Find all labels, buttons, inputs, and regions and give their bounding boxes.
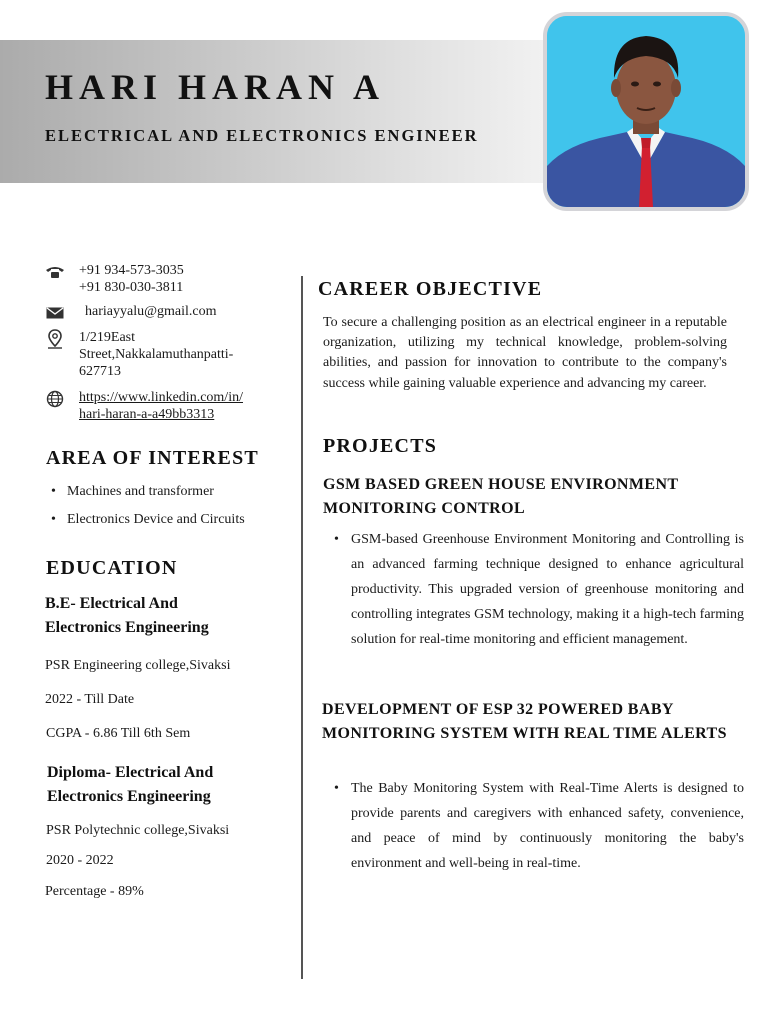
study-period: 2022 - Till Date <box>45 692 135 707</box>
grade: CGPA - 6.86 Till 6th Sem <box>46 726 191 741</box>
interests-heading: AREA OF INTEREST <box>46 447 259 469</box>
phone-number-primary[interactable]: +91 934-573-3035 <box>79 263 184 278</box>
linkedin-link[interactable] <box>79 389 243 406</box>
candidate-name: HARI HARAN A <box>45 67 386 107</box>
profile-photo <box>543 12 749 211</box>
bullet: • <box>334 532 339 547</box>
header-banner <box>0 40 560 183</box>
degree-title-line-2: Electronics Engineering <box>45 619 209 636</box>
interests-list <box>48 478 245 534</box>
column-divider <box>301 276 303 979</box>
projects-heading: PROJECTS <box>323 435 438 457</box>
objective-heading: CAREER OBJECTIVE <box>318 278 543 300</box>
objective-text: To secure a challenging position as an electrical engineer in a reputable organization, utilizing my technical knowledge, problem-solving abilities, and passion for innovation to contribute to the company's success while gaining valuable experience and advancing my career. <box>323 315 727 391</box>
project-description <box>331 776 744 876</box>
degree-title <box>45 592 209 640</box>
linkedin-url-line-1[interactable]: https://www.linkedin.com/in/ <box>79 390 243 405</box>
contact-phone <box>44 262 184 281</box>
institution: PSR Engineering college,Sivaksi <box>45 658 231 673</box>
interest-item: • Electronics Device and Circuits <box>48 506 245 534</box>
phone-icon <box>44 263 66 281</box>
grade: Percentage - 89% <box>45 884 144 899</box>
education-heading: EDUCATION <box>46 557 178 579</box>
address-line-1: 1/219East <box>79 330 135 345</box>
diploma-title <box>47 761 213 809</box>
address-line-3: 627713 <box>79 364 121 379</box>
linkedin-link-continued[interactable] <box>79 406 214 423</box>
degree-title-line-1: B.E- Electrical And <box>45 595 178 612</box>
study-period: 2020 - 2022 <box>46 853 114 868</box>
contact-address <box>44 329 135 348</box>
bullet: • <box>334 781 339 796</box>
project-description-text: The Baby Monitoring System with Real-Time Alerts is designed to provide parents and caregivers with enhanced safety, convenience, and peace of mind by continuously monitoring the baby's environment and well-being in real-time. <box>351 781 744 871</box>
email-address[interactable]: hariayyalu@gmail.com <box>85 304 217 319</box>
mail-icon <box>44 304 66 322</box>
project-description <box>331 527 744 652</box>
linkedin-url-line-2[interactable]: hari-haran-a-a49bb3313 <box>79 407 215 422</box>
diploma-title-line-2: Electronics Engineering <box>47 788 211 805</box>
globe-icon <box>44 390 66 408</box>
diploma-title-line-1: Diploma- Electrical And <box>47 764 214 781</box>
contact-linkedin <box>44 389 243 408</box>
interest-item: • Machines and transformer <box>48 478 245 506</box>
location-icon <box>44 330 66 348</box>
project-title: GSM BASED GREEN HOUSE ENVIRONMENT MONITORING CONTROL <box>323 476 679 517</box>
job-title: ELECTRICAL AND ELECTRONICS ENGINEER <box>45 126 479 145</box>
address-line-2: Street,Nakkalamuthanpatti- <box>79 347 234 362</box>
contact-email <box>44 303 217 322</box>
project-description-text: GSM-based Greenhouse Environment Monitoring and Controlling is an advanced farming technique designed to enhance agricultural productivity. This upgraded version of greenhouse monitoring and controlling integrates GSM technology, making it a high-tech farming solution for real-time monitoring and efficient management. <box>351 532 744 647</box>
institution: PSR Polytechnic college,Sivaksi <box>46 823 230 838</box>
phone-number-secondary[interactable]: +91 830-030-3811 <box>79 280 184 295</box>
project-title: DEVELOPMENT OF ESP 32 POWERED BABY MONITORING SYSTEM WITH REAL TIME ALERTS <box>322 701 727 742</box>
